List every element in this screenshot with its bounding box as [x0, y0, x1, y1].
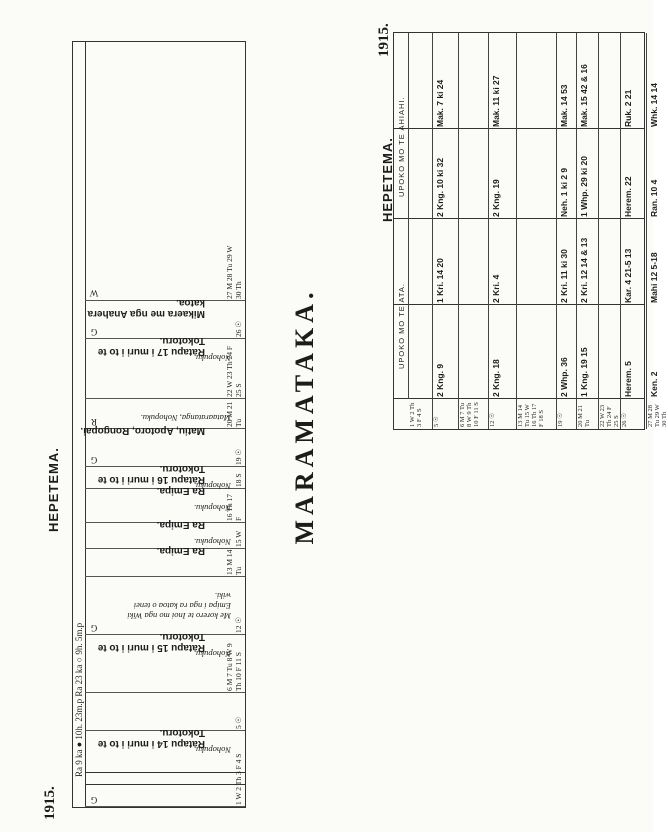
lesson-ref: 2 Kri. 12 14 & 13: [579, 237, 589, 303]
row-divider: [620, 33, 621, 429]
lesson-ref: Mahi 12 5-18: [649, 252, 659, 303]
entry-text: Ratapu 15 i muri i to te Tokotoru.: [97, 631, 205, 653]
lesson-ref: 1 Kri. 14 20: [435, 258, 445, 303]
left-calendar: [72, 41, 246, 808]
entry-text: Mikaera me nga Anahera katoa.: [87, 297, 205, 319]
header-evening: UPOKO MO TE AHIAHI.: [397, 96, 406, 197]
entry-text: Matiu, Apotoro, Rongopai.: [80, 425, 205, 436]
row-divider: [85, 398, 245, 399]
entry-symbol: G: [90, 454, 98, 465]
day-numbers: 26 ☉: [621, 413, 628, 427]
lesson-ref: 1 Kng. 19 15: [579, 347, 589, 397]
entry-note: Mataaratanga, Nohopuku.: [140, 413, 231, 423]
lesson-ref: Ken. 2: [649, 371, 659, 397]
lesson-ref: Mak. 15 42 & 16: [579, 64, 589, 127]
entry-text: Ra Emipa.: [156, 545, 205, 556]
row-divider: [458, 33, 459, 429]
row-divider: [85, 576, 245, 577]
entry-text: Ratapu 14 i muri i to te Tokotoru.: [97, 727, 205, 749]
lesson-ref: Neh. 1 ki 2 9: [559, 167, 569, 217]
lesson-ref: Herem. 5: [623, 361, 633, 397]
entry-symbol: R: [90, 416, 98, 427]
right-calendar: [393, 32, 668, 430]
row-divider: [85, 806, 245, 807]
lesson-ref: Whk. 14 14: [649, 83, 659, 127]
entry-text: Ra Emipa.: [156, 519, 205, 530]
entry-symbol: G: [90, 622, 98, 633]
month-right: HEPETEMA.: [380, 137, 395, 222]
lesson-ref: 2 Kri. 11 ki 30: [559, 249, 569, 303]
row-divider: [488, 33, 489, 429]
day-numbers: 12 ☉: [489, 413, 496, 427]
row-divider: [576, 33, 577, 429]
year-left: 1915.: [42, 786, 58, 820]
day-numbers: 1 W 2 Th 3 F 4 S: [409, 402, 423, 427]
day-numbers: 26 ☉: [234, 320, 243, 337]
day-numbers: 22 W 23 Th 24 F 25 S: [225, 345, 243, 397]
day-numbers: 6 M 7 Tu 8 W 9 Th 10 F 11 S: [225, 643, 243, 691]
day-numbers: 13 M 14 Tu 15 W 16 Th 17 F 18 S: [517, 403, 545, 427]
page-title: MARAMATAKA.: [290, 287, 319, 545]
day-numbers: 6 M 7 Tu 8 W 9 Th 10 F 11 S: [459, 402, 480, 427]
entry-text: Ratapu 16 i muri i to te Tokotoru.: [97, 463, 205, 485]
entry-symbol: G: [90, 326, 98, 337]
row-divider: [598, 33, 599, 429]
header-divider: [408, 33, 409, 399]
lesson-ref: 2 Whp. 36: [559, 357, 569, 397]
day-numbers: 20 M 21 Tu: [577, 404, 591, 427]
lesson-ref: 2 Kri. 4: [491, 274, 501, 303]
lesson-ref: Ran. 10 4: [649, 179, 659, 217]
row-divider: [556, 33, 557, 429]
day-numbers: 1 W 2 Th 3 F 4 S: [234, 753, 243, 805]
entry-note: Nohopuku.: [193, 503, 231, 513]
entry-note: Nohopuku.: [193, 537, 231, 547]
entry-symbol: G: [90, 794, 98, 805]
day-numbers: 12 ☉: [234, 616, 243, 633]
day-numbers: 20 M 21 Tu: [225, 401, 243, 427]
day-numbers: 18 S: [234, 473, 243, 487]
row-divider: [85, 692, 245, 693]
weekday-column: [85, 772, 245, 785]
month-left: HEPETEMA.: [46, 447, 61, 532]
day-numbers: 27 M 28 Tu 29 W 30 Th: [647, 404, 668, 427]
lesson-ref: Mak. 7 ki 24: [435, 79, 445, 127]
date-column: [85, 784, 245, 807]
entry-note: Me korero te Inoi mo nga Wiki Emipa i nga ra katoa o tenei wiki.: [127, 591, 231, 621]
entry-note: Nohopuku.: [193, 481, 231, 491]
lesson-ref: 1 Whp. 29 ki 20: [579, 156, 589, 217]
entry-text: Ratapu 17 i muri i to te Tokotoru.: [97, 335, 205, 357]
lesson-ref: Mak. 14 53: [559, 84, 569, 127]
lesson-ref: 2 Kng. 19: [491, 179, 501, 217]
day-numbers: 22 W 23 Th 24 F 25 S: [599, 404, 620, 427]
entry-note: Nohopuku.: [193, 745, 231, 755]
header-morning: UPOKO MO TE ATA.: [397, 282, 406, 369]
day-numbers: 5 ☉: [234, 716, 243, 729]
year-right: 1915.: [376, 23, 392, 57]
entry-text: Ra Emipa.: [156, 485, 205, 496]
lesson-ref: 2 Kng. 9: [435, 363, 445, 397]
lesson-ref: Herem. 22: [623, 176, 633, 217]
entry-note: Nohopuku.: [193, 353, 231, 363]
day-numbers: 19 ☉: [234, 448, 243, 465]
day-numbers: 16 Th 17 F: [225, 494, 243, 521]
day-numbers: 27 M 28 Tu 29 W 30 Th: [225, 245, 243, 299]
row-divider: [646, 33, 647, 429]
lesson-ref: Kar. 4 21-5 13: [623, 248, 633, 303]
day-numbers: 19 ☉: [557, 413, 564, 427]
entry-symbol: W: [89, 287, 99, 298]
moon-phase-line: Ra 9 ka ● 10h. 23m.p Ra 23 ka ○ 9h. 5m.p: [73, 42, 86, 807]
day-numbers: 5 ☉: [433, 416, 440, 427]
lesson-ref: Ruk. 2 21: [623, 89, 633, 127]
day-numbers: 15 W: [234, 530, 243, 547]
row-divider: [516, 33, 517, 429]
lesson-ref: Mak. 11 ki 27: [491, 75, 501, 127]
lesson-ref: 2 Kng. 18: [491, 359, 501, 397]
lesson-ref: 2 Kng. 10 ki 32: [435, 157, 445, 217]
entry-note: Nohopuku.: [193, 649, 231, 659]
day-numbers: 13 M 14 Tu: [225, 549, 243, 575]
row-divider: [432, 33, 433, 429]
